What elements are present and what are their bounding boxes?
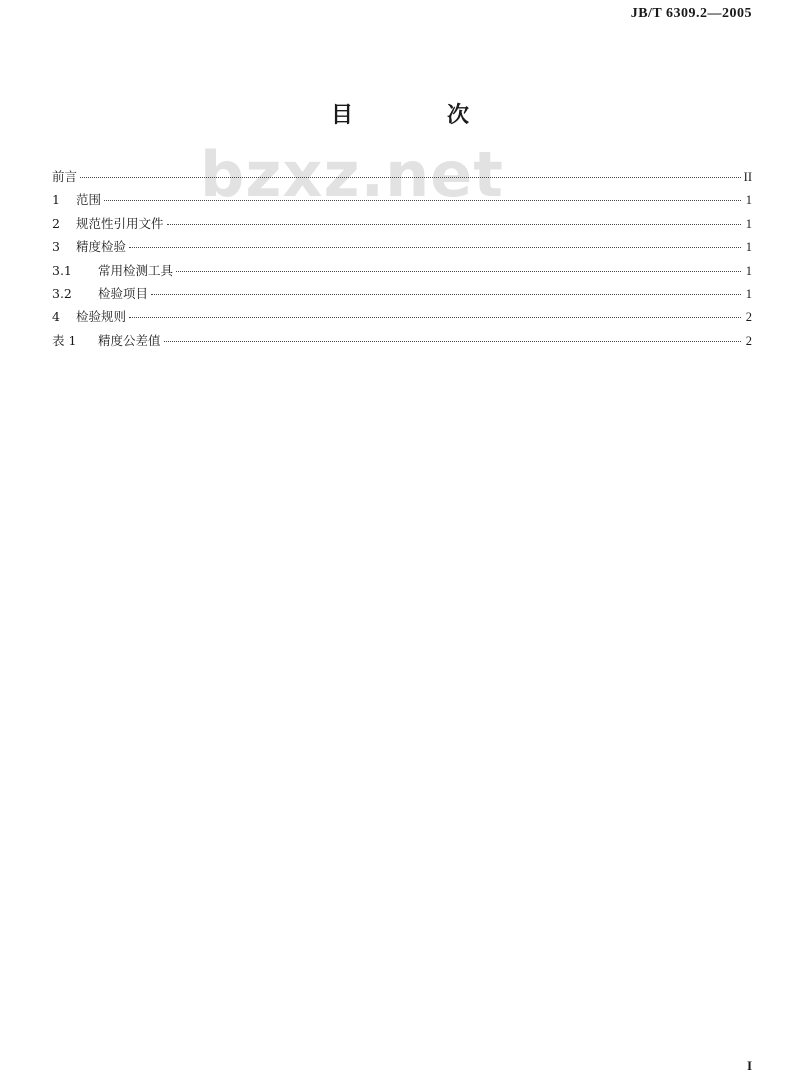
- toc-number: 3.2: [52, 285, 72, 301]
- dot-leader: [164, 341, 741, 342]
- toc-label: 检验项目: [98, 285, 149, 301]
- watermark: bzxz.net: [200, 138, 504, 211]
- toc-entry-foreword[interactable]: [52, 165, 752, 188]
- toc-label: 精度公差值: [98, 332, 161, 348]
- toc-label: 范围: [76, 192, 102, 208]
- toc-number: 4: [52, 309, 60, 325]
- toc-page-number: 1: [745, 216, 752, 231]
- toc-label: 检验规则: [76, 309, 127, 325]
- dot-leader: [151, 294, 741, 295]
- toc-page-number: 1: [745, 240, 752, 255]
- toc-entry-inspection-items[interactable]: [52, 282, 752, 305]
- dot-leader: [129, 317, 741, 318]
- toc-number: 表 1: [52, 332, 77, 348]
- toc-page-number: II: [743, 170, 752, 184]
- toc-entry-inspection-rules[interactable]: [52, 305, 752, 328]
- toc-number: 2: [52, 215, 60, 231]
- dot-leader: [129, 247, 741, 248]
- toc-entry-common-tools[interactable]: [52, 259, 752, 282]
- dot-leader: [104, 200, 741, 201]
- toc-number: 3.1: [52, 262, 72, 278]
- toc-label: 前言: [52, 169, 78, 184]
- standard-number: JB/T 6309.2—2005: [630, 6, 752, 21]
- toc-page-number: 2: [745, 310, 752, 325]
- toc-number: 3: [52, 239, 60, 255]
- dot-leader: [167, 224, 741, 225]
- dot-leader: [80, 177, 741, 178]
- toc-entry-table-1[interactable]: [52, 329, 752, 352]
- toc-label: 精度检验: [76, 239, 127, 255]
- toc-entry-normative-references[interactable]: [52, 212, 752, 235]
- page-title: 目 次: [330, 103, 505, 128]
- dot-leader: [176, 271, 741, 272]
- toc-number: 1: [52, 192, 60, 208]
- table-of-contents: [52, 165, 752, 352]
- toc-page-number: 1: [745, 263, 752, 278]
- toc-entry-accuracy-inspection[interactable]: [52, 235, 752, 258]
- toc-entry-scope[interactable]: [52, 188, 752, 211]
- toc-label: 常用检测工具: [98, 262, 174, 278]
- toc-page-number: 1: [745, 286, 752, 301]
- toc-page-number: 1: [745, 193, 752, 208]
- toc-label: 规范性引用文件: [76, 215, 164, 231]
- toc-page-number: 2: [745, 333, 752, 348]
- page-number: I: [746, 1058, 752, 1073]
